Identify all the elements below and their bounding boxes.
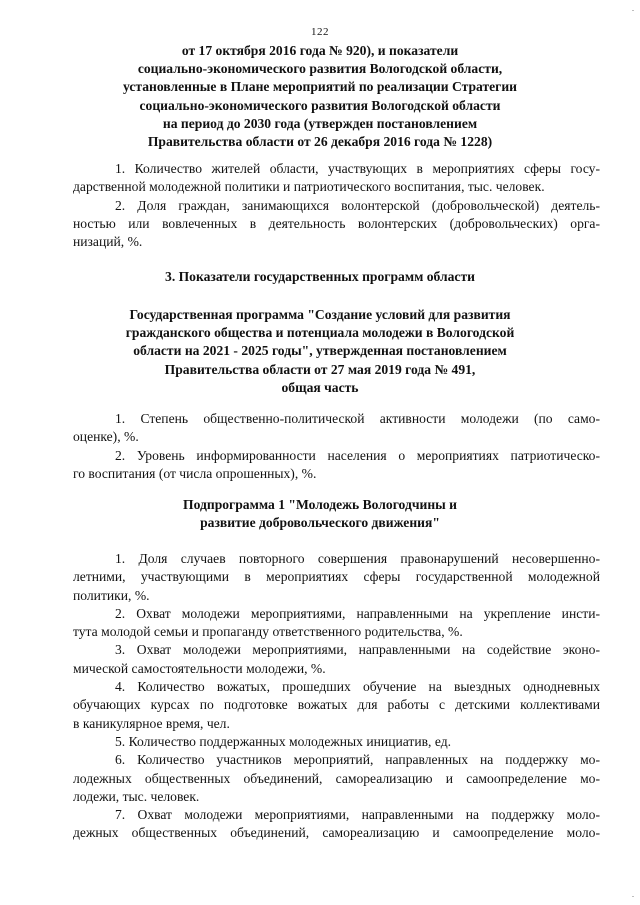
subprogram-heading <box>90 496 550 532</box>
heading-line: от 17 октября 2016 года № 920), и показатели <box>181 43 459 58</box>
program-heading <box>90 306 550 397</box>
heading-line: общая часть <box>281 379 359 395</box>
paragraph-line: летними, участвующими в мероприятиях сферы государственной молодежной <box>73 569 600 585</box>
paragraph-line: 1. Доля случаев повторного совершения правонарушений несовершенно- <box>115 551 600 566</box>
heading-line: развитие добровольческого движения" <box>200 515 440 531</box>
heading-line: Подпрограмма 1 "Молодежь Вологодчины и <box>183 497 457 512</box>
paragraph-line: ностью или вовлеченных в деятельность волонтерских (добровольческих) орга- <box>73 215 600 231</box>
heading-line: области на 2021 - 2025 годы", утвержденная постановлением <box>133 343 507 359</box>
paragraph-line: 1. Количество жителей области, участвующих в мероприятиях сферы госу- <box>115 161 600 176</box>
paragraph-line: 6. Количество участников мероприятий, направленных на поддержку мо- <box>115 752 600 768</box>
heading-line: Государственная программа "Создание условий для развития <box>129 307 511 322</box>
indicator-list-block2 <box>73 410 600 483</box>
heading-line: социально-экономического развития Вологодской области, <box>137 61 503 77</box>
paragraph-line: лодежных общественных объединений, самореализацию и самоопределение мо- <box>73 770 600 786</box>
paragraph-line: лодежи, тыс. человек. <box>73 788 200 804</box>
paragraph-line: 2. Охват молодежи мероприятиями, направленными на укрепление инсти- <box>115 605 600 621</box>
heading-line: Правительства области от 27 мая 2019 года № 491, <box>164 361 476 377</box>
indicator-list-block3 <box>73 550 600 843</box>
heading-line: Правительства области от 26 декабря 2016 года № 1228) <box>147 134 493 150</box>
heading-line: на период до 2030 года (утвержден постановлением <box>162 115 478 131</box>
paragraph-line: 7. Охват молодежи мероприятиями, направленными на поддержку моло- <box>115 807 600 823</box>
paragraph-line: го воспитания (от числа опрошенных), %. <box>73 465 317 481</box>
paragraph-line: дарственной молодежной политики и патриотического воспитания, тыс. человек. <box>73 179 545 195</box>
paragraph-line: 5. Количество поддержанных молодежных инициатив, ед. <box>115 733 452 749</box>
heading-line: установленные в Плане мероприятий по реализации Стратегии <box>122 79 518 95</box>
paragraph-line: дежных общественных объединений, самореализацию и самоопределение моло- <box>73 825 600 841</box>
paragraph-line: тута молодой семьи и пропаганду ответственного родительства, %. <box>73 624 463 640</box>
section-3-title <box>90 268 550 286</box>
paragraph-line: 3. Охват молодежи мероприятиями, направленными на содействие эконо- <box>115 642 600 658</box>
scan-corner-mark: . <box>632 4 634 13</box>
paragraph-line: 2. Уровень информированности населения о мероприятиях патриотическо- <box>115 447 600 463</box>
paragraph-line: оценке), %. <box>73 429 139 445</box>
heading-line: социально-экономического развития Вологодской области <box>139 97 501 113</box>
page-number: 122 <box>311 26 329 38</box>
paragraph-line: в каникулярное время, чел. <box>73 715 230 731</box>
heading-top <box>90 42 550 151</box>
heading-line: гражданского общества и потенциала молодежи в Вологодской <box>125 325 515 341</box>
paragraph-line: 2. Доля граждан, занимающихся волонтерской (добровольческой) деятель- <box>115 197 600 213</box>
paragraph-line: 1. Степень общественно-политической активности молодежи (по само- <box>115 411 600 426</box>
paragraph-line: 4. Количество вожатых, прошедших обучение на выездных однодневных <box>115 679 600 695</box>
heading-line: 3. Показатели государственных программ области <box>165 269 475 284</box>
paragraph-line: политики, %. <box>73 587 150 603</box>
paragraph-line: низаций, %. <box>73 234 143 250</box>
scan-corner-mark: . <box>632 890 634 899</box>
paragraph-line: обучающих курсах по подготовке вожатых для работы с детскими коллективами <box>73 697 600 713</box>
indicator-list-block1 <box>73 160 600 251</box>
paragraph-line: мической самостоятельности молодежи, %. <box>73 660 326 676</box>
